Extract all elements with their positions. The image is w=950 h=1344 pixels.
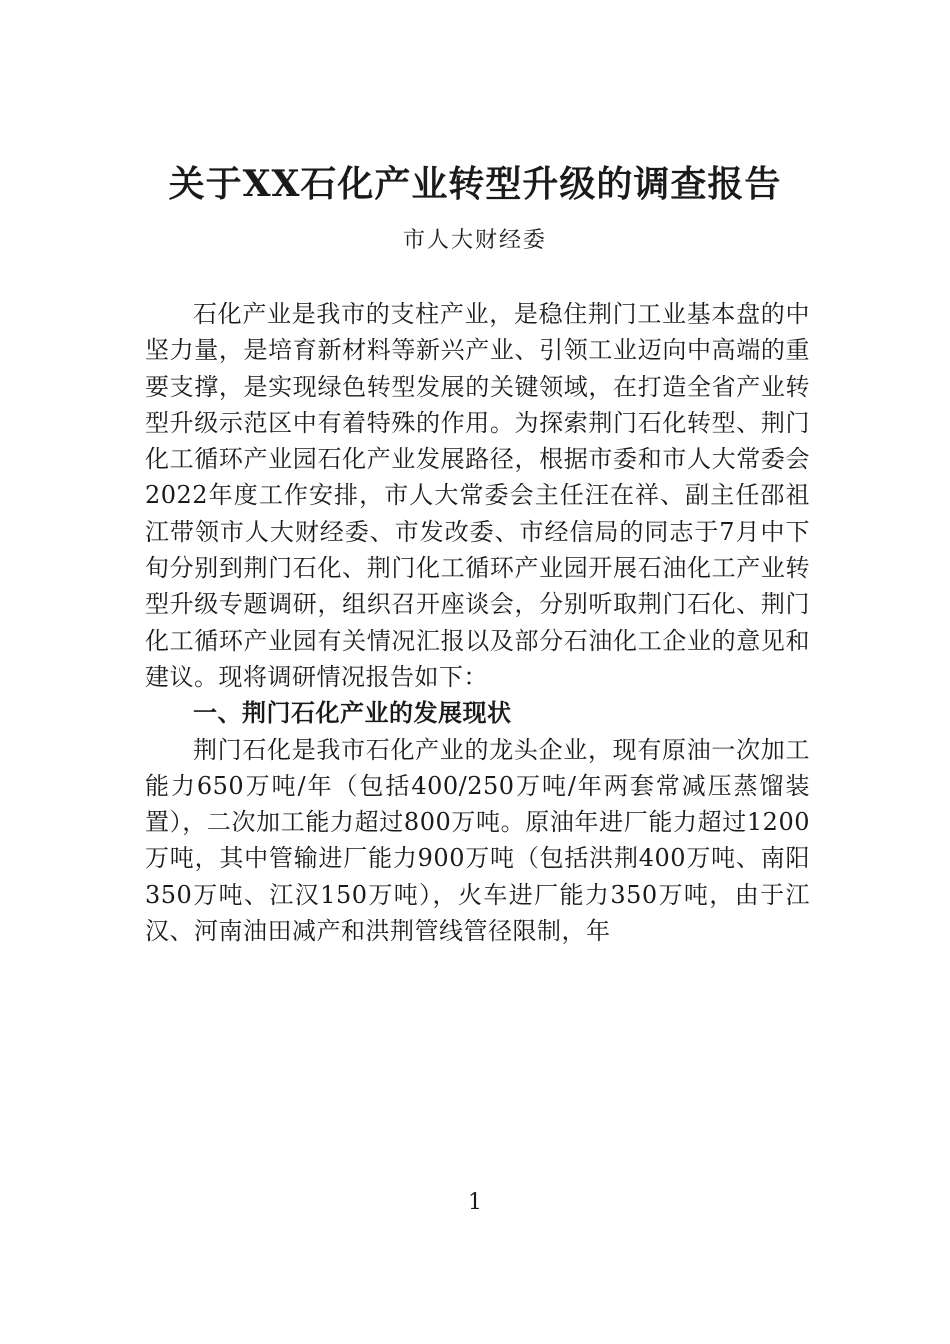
intro-paragraph: 石化产业是我市的支柱产业，是稳住荆门工业基本盘的中坚力量，是培育新材料等新兴产业、引领工业迈向中高端的重要支撑，是实现绿色转型发展的关键领域，在打造全省产业转型升级示范区中有着特殊的作用。为探索荆门石化转型、荆门化工循环产业园石化产业发展路径，根据市委和市人大常委会2022年度工作安排，市人大常委会主任汪在祥、副主任邵祖江带领市人大财经委、市发改委、市经信局的同志于7月中下旬分别到荆门石化、荆门化工循环产业园开展石油化工产业转型升级专题调研，组织召开座谈会，分别听取荆门石化、荆门化工循环产业园有关情况汇报以及部分石油化工企业的意见和建议。现将调研情况报告如下：	[145, 300, 810, 691]
document-author: 市人大财经委	[402, 228, 547, 253]
page-number: 1	[468, 1190, 482, 1215]
section-heading: 一、荆门石化产业的发展现状	[193, 699, 512, 728]
document-body	[145, 296, 810, 949]
document-title: 关于XX石化产业转型升级的调查报告	[168, 163, 782, 205]
section-paragraph: 荆门石化是我市石化产业的龙头企业，现有原油一次加工能力650万吨/年（包括400/250万吨/年两套常减压蒸馏装置），二次加工能力超过800万吨。原油年进厂能力超过1200万吨，其中管输进厂能力900万吨（包括洪荆400万吨、南阳350万吨、江汉150万吨），火车进厂能力350万吨，由于江汉、河南油田减产和洪荆管线管径限制，年	[145, 735, 810, 946]
